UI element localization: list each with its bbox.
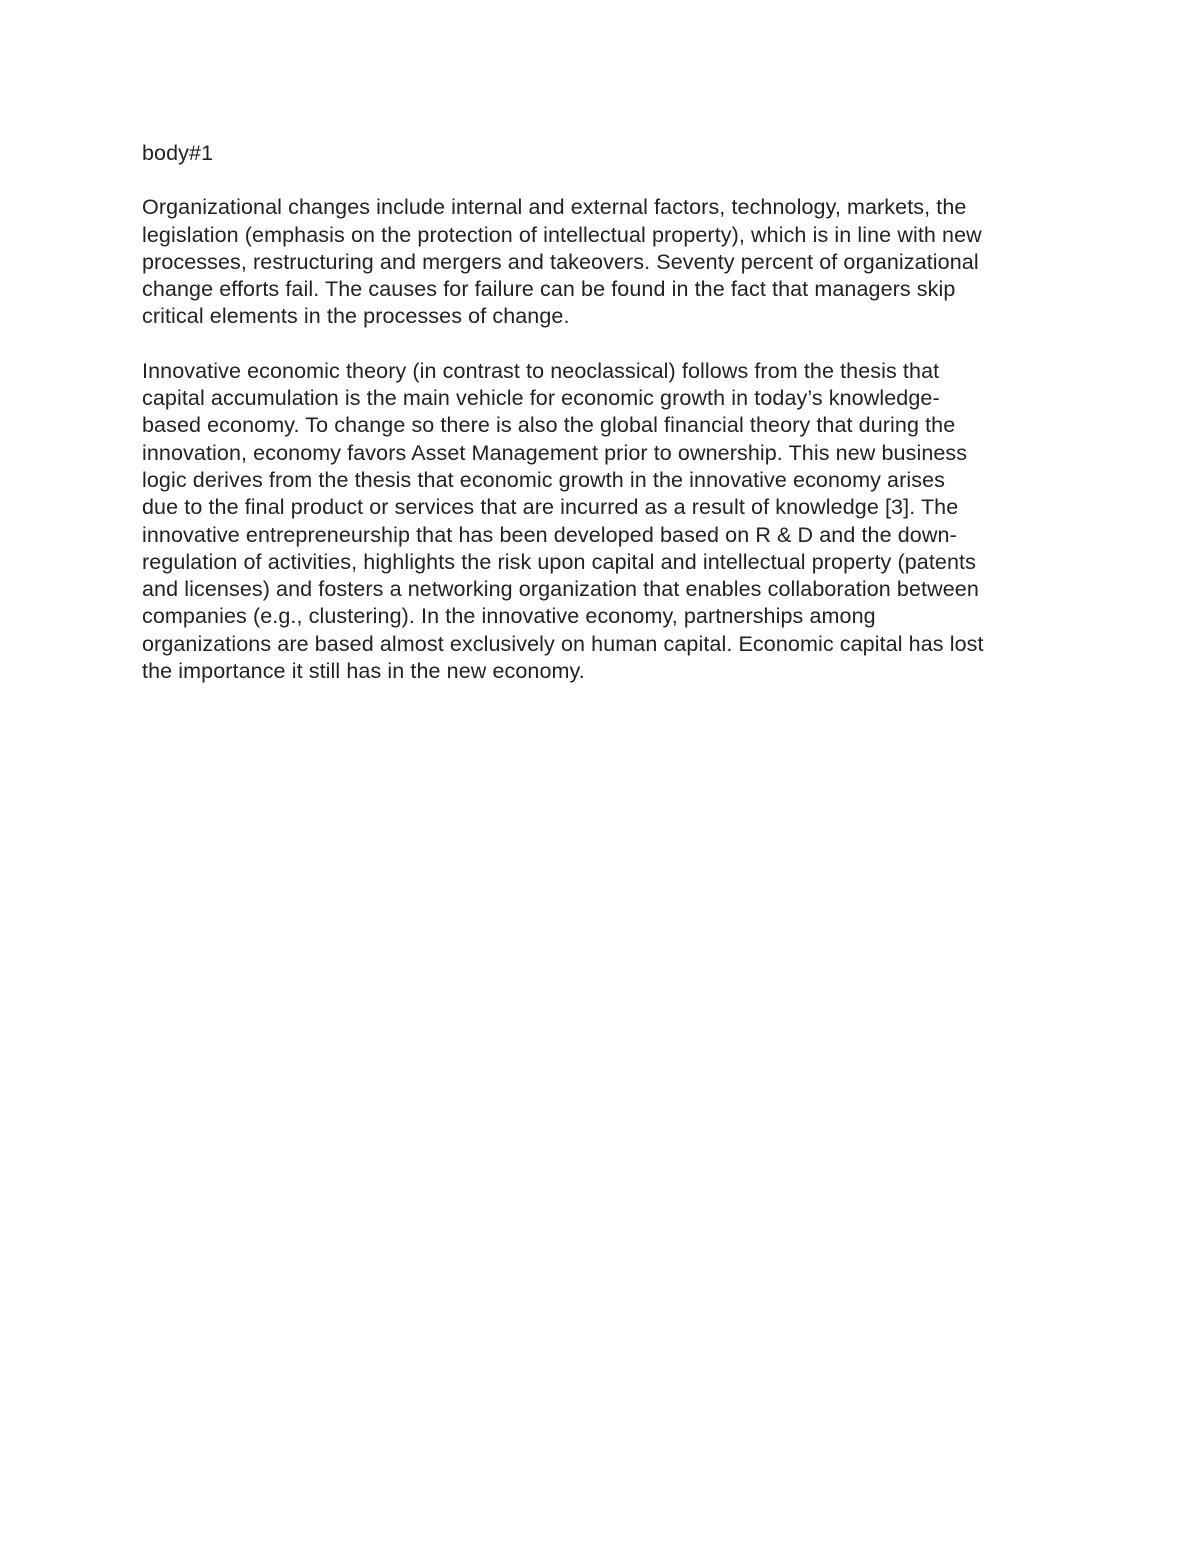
document-heading: body#1 <box>142 141 214 165</box>
paragraph-1 <box>142 194 1062 330</box>
paragraph-line: logic derives from the thesis that economic growth in the innovative economy arises <box>142 467 945 492</box>
paragraph-line: critical elements in the processes of change. <box>142 304 570 329</box>
paragraph-line: regulation of activities, highlights the risk upon capital and intellectual property (patents <box>142 549 976 574</box>
paragraph-line: Innovative economic theory (in contrast to neoclassical) follows from the thesis that <box>142 358 940 383</box>
paragraph-line: legislation (emphasis on the protection of intellectual property), which is in line with new <box>142 222 982 247</box>
paragraph-line: innovation, economy favors Asset Management prior to ownership. This new business <box>142 440 968 465</box>
paragraph-line: the importance it still has in the new economy. <box>142 659 585 684</box>
paragraph-line: change efforts fail. The causes for failure can be found in the fact that managers skip <box>142 277 956 302</box>
paragraph-line: companies (e.g., clustering). In the innovative economy, partnerships among <box>142 604 876 629</box>
paragraph-line: capital accumulation is the main vehicle for economic growth in today’s knowledge- <box>142 386 940 411</box>
paragraph-2 <box>142 358 1062 686</box>
paragraph-line: processes, restructuring and mergers and takeovers. Seventy percent of organizational <box>142 249 979 274</box>
paragraph-line: based economy. To change so there is also the global financial theory that during the <box>142 413 956 438</box>
paragraph-line: organizations are based almost exclusively on human capital. Economic capital has lost <box>142 631 984 656</box>
document-content <box>142 140 1062 712</box>
paragraph-line: innovative entrepreneurship that has been developed based on R & D and the down- <box>142 522 957 547</box>
paragraph-line: due to the final product or services that are incurred as a result of knowledge [3]. The <box>142 495 959 520</box>
paragraph-line: and licenses) and fosters a networking organization that enables collaboration between <box>142 577 979 602</box>
paragraph-line: Organizational changes include internal and external factors, technology, markets, the <box>142 195 967 220</box>
